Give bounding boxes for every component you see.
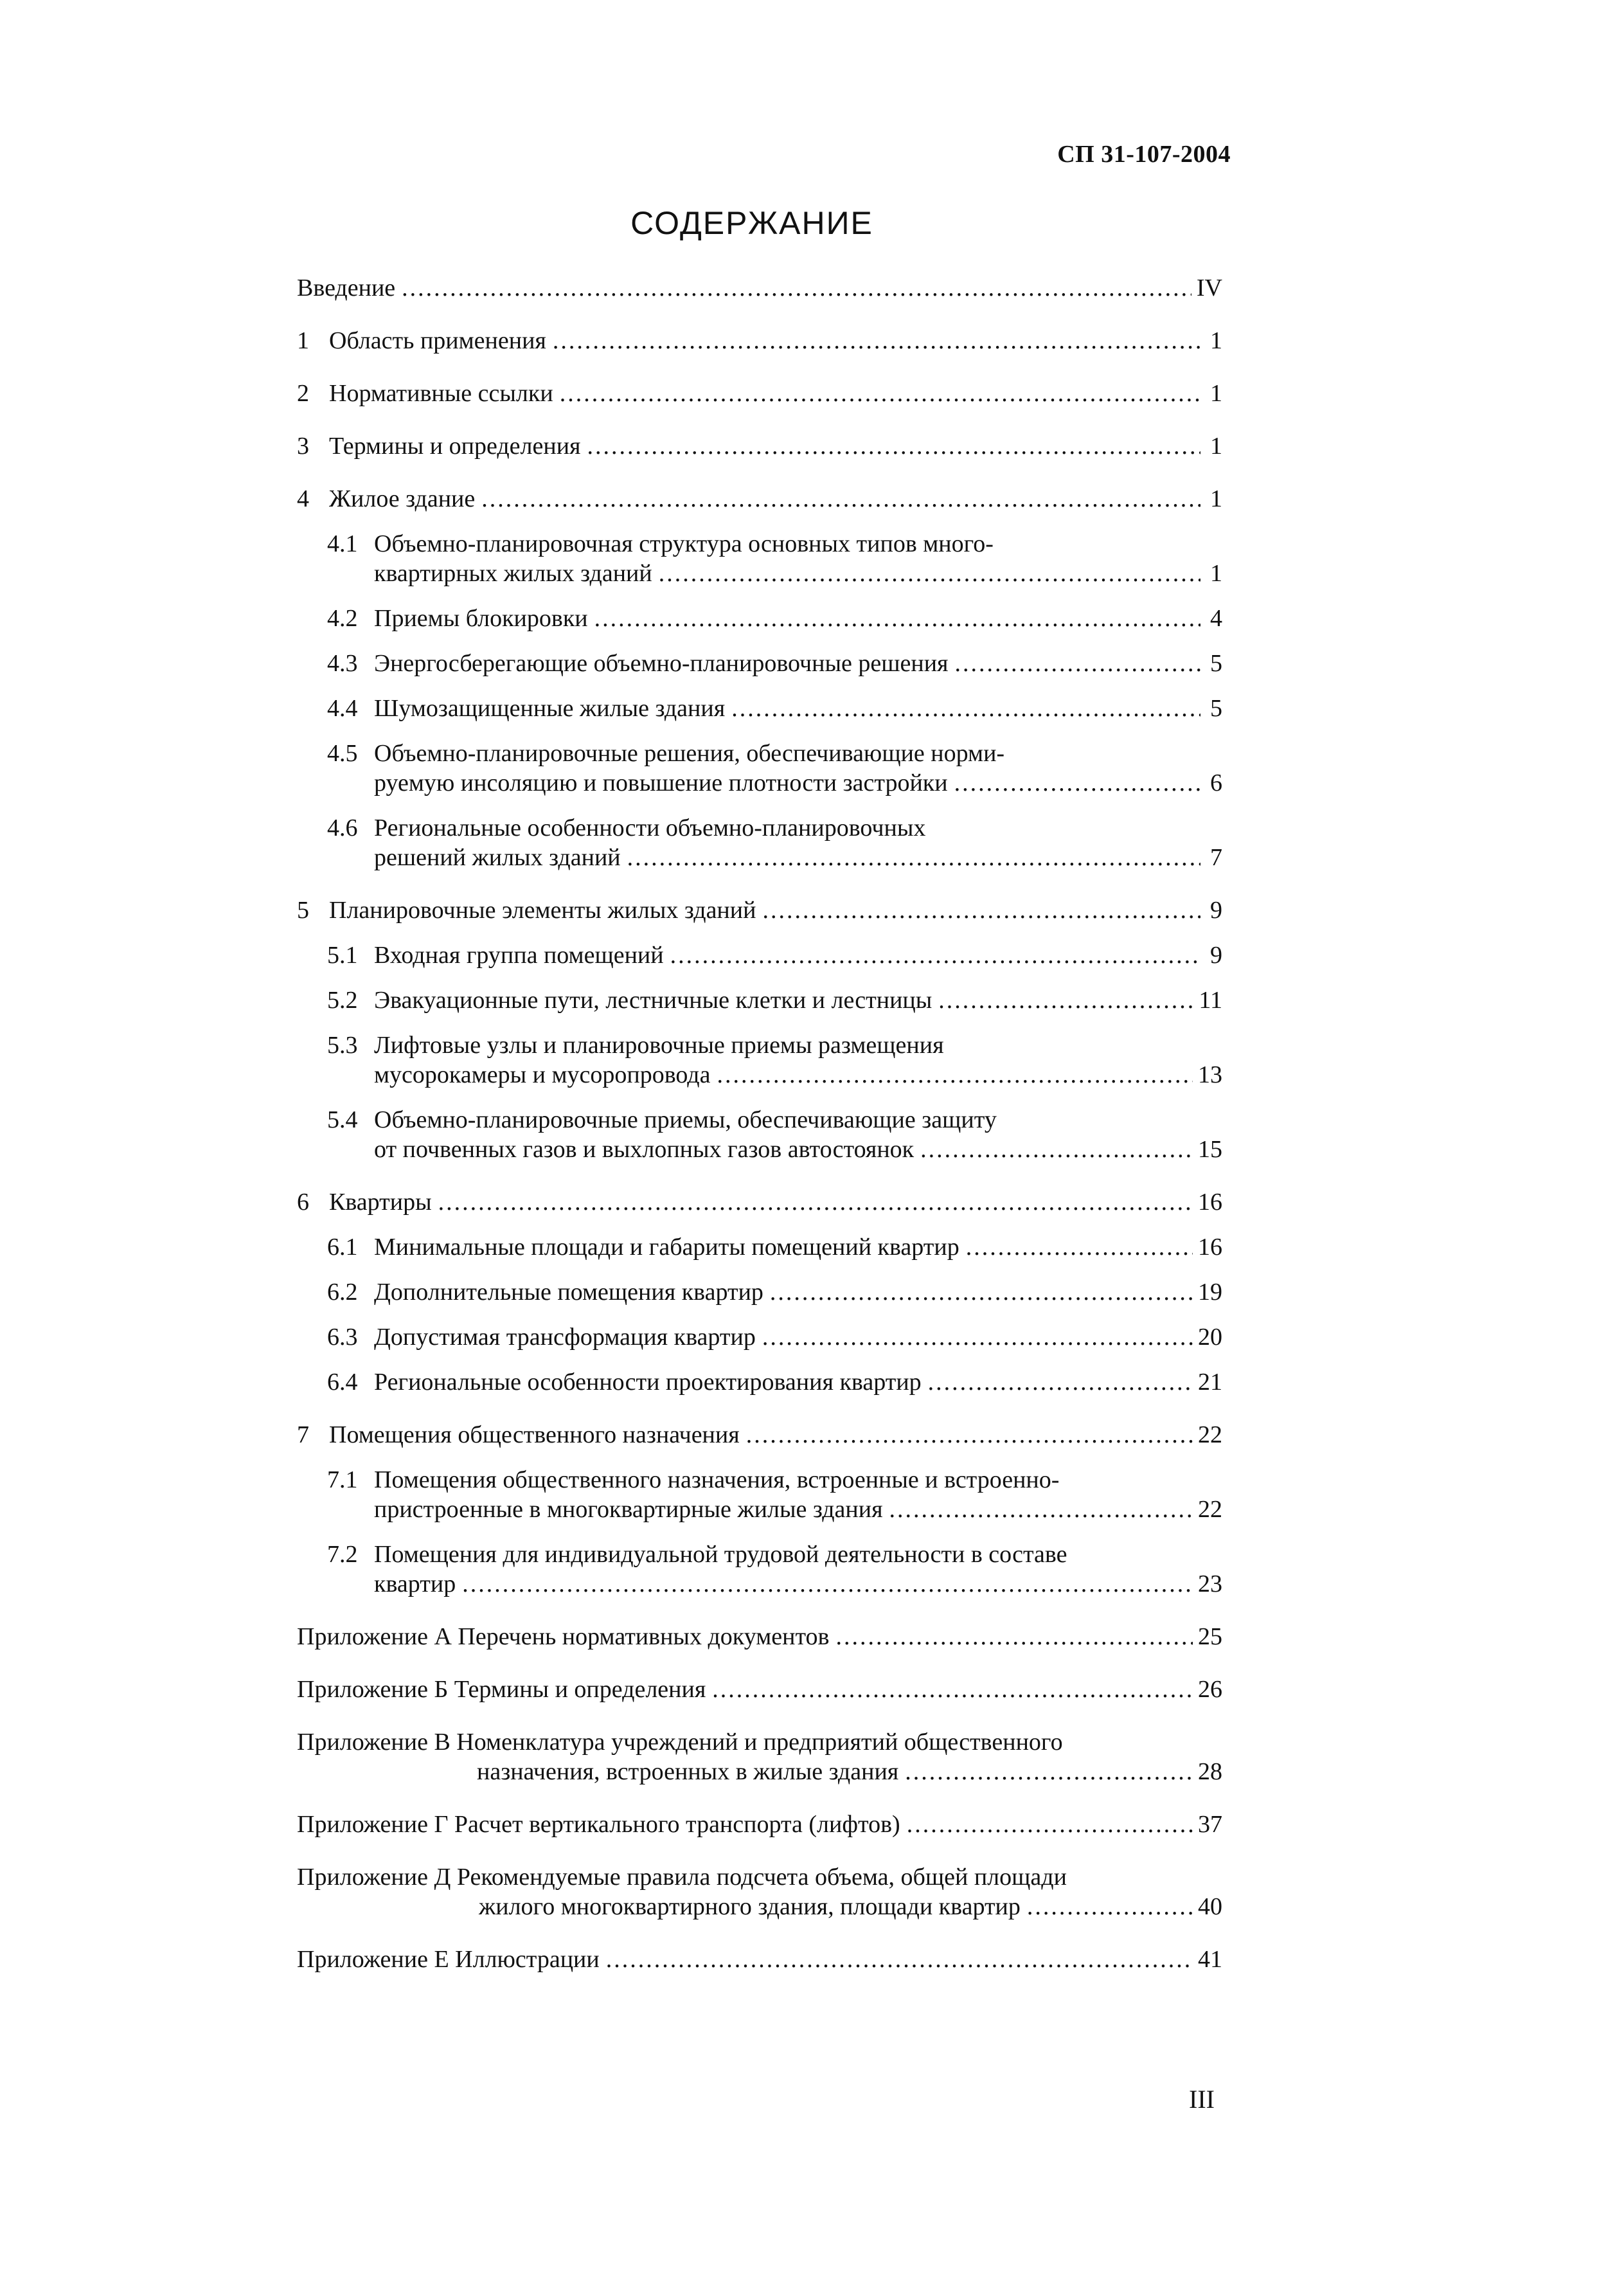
dot-leader xyxy=(659,559,1200,588)
toc-entry-text: Региональные особенности проектирования квартир xyxy=(374,1369,922,1396)
toc-entry-section-5-2[interactable] xyxy=(297,985,1222,1015)
toc-entry-text: Помещения для индивидуальной трудовой деятельности в составе xyxy=(374,1541,1067,1568)
toc-entry-text-continued: жилого многоквартирного здания, площади квартир xyxy=(479,1893,1021,1920)
toc-entry-section-7-1[interactable] xyxy=(297,1465,1222,1524)
dot-leader xyxy=(928,1367,1193,1397)
toc-entry-text: Приложение А Перечень нормативных документов xyxy=(297,1623,830,1650)
toc-section-number: 4.3 xyxy=(327,650,358,677)
toc-entry-text: Область применения xyxy=(329,327,546,354)
toc-entry-text: Входная группа помещений xyxy=(374,942,664,969)
toc-section-number: 7.1 xyxy=(327,1466,358,1493)
dot-leader xyxy=(462,1569,1193,1599)
toc-section-number: 5.4 xyxy=(327,1106,358,1133)
dot-leader xyxy=(762,895,1200,925)
toc-entry-section-4-5[interactable] xyxy=(297,739,1222,798)
toc-page-number: 11 xyxy=(1199,987,1222,1014)
toc-page-number: IV xyxy=(1196,274,1222,301)
toc-section-number: 5.3 xyxy=(327,1032,358,1059)
toc-section-number: 5.2 xyxy=(327,987,358,1014)
toc-entry-section-4-2[interactable] xyxy=(297,604,1222,633)
toc-entry-text: Минимальные площади и габариты помещений квартир xyxy=(374,1234,959,1261)
toc-page-number: 37 xyxy=(1198,1811,1222,1838)
toc-page-number: 25 xyxy=(1198,1623,1222,1650)
dot-leader xyxy=(560,379,1200,408)
toc-page-number: 41 xyxy=(1198,1946,1222,1973)
toc-page-number: 16 xyxy=(1198,1234,1222,1261)
toc-section-number: 7.2 xyxy=(327,1541,358,1568)
toc-page-number: 1 xyxy=(1210,485,1222,512)
toc-section-number: 6.1 xyxy=(327,1234,358,1261)
toc-entry-text: Квартиры xyxy=(329,1189,432,1216)
toc-entry-text: Энергосберегающие объемно-планировочные решения xyxy=(374,650,949,677)
toc-entry-section-4-1[interactable] xyxy=(297,529,1222,588)
toc-entry-appendix-g[interactable] xyxy=(297,1810,1222,1839)
dot-leader xyxy=(670,940,1200,970)
toc-page-number: 1 xyxy=(1210,327,1222,354)
toc-entry-text: Объемно-планировочные приемы, обеспечивающие защиту xyxy=(374,1106,997,1133)
toc-entry-text: Введение xyxy=(297,274,396,301)
toc-section-number: 4.4 xyxy=(327,695,358,722)
dot-leader xyxy=(836,1622,1193,1651)
toc-entry-section-7-2[interactable] xyxy=(297,1540,1222,1599)
toc-section-number: 4.5 xyxy=(327,740,358,767)
toc-entry-text-continued: квартир xyxy=(374,1570,456,1597)
toc-page-number: 1 xyxy=(1210,380,1222,407)
toc-page-number: 1 xyxy=(1210,433,1222,460)
toc-entry-section-6-2[interactable] xyxy=(297,1277,1222,1307)
toc-entry-text: Допустимая трансформация квартир xyxy=(374,1324,756,1351)
toc-page-number: 23 xyxy=(1198,1570,1222,1597)
toc-page-number: 4 xyxy=(1210,605,1222,632)
toc-entry-text: Эвакуационные пути, лестничные клетки и лестницы xyxy=(374,987,932,1014)
toc-entry-text: Нормативные ссылки xyxy=(329,380,553,407)
dot-leader xyxy=(606,1945,1193,1974)
toc-page-number: 40 xyxy=(1198,1893,1222,1920)
toc-section-number: 4.2 xyxy=(327,605,358,632)
dot-leader xyxy=(627,843,1200,872)
table-of-contents xyxy=(297,273,1222,1974)
toc-entry-text: Приложение В Номенклатура учреждений и предприятий общественного xyxy=(297,1729,1063,1756)
page-number: III xyxy=(1189,2085,1215,2114)
dot-leader xyxy=(587,431,1200,461)
dot-leader xyxy=(938,985,1193,1015)
toc-page-number: 9 xyxy=(1210,897,1222,924)
toc-entry-text: Дополнительные помещения квартир xyxy=(374,1279,763,1306)
dot-leader xyxy=(966,1232,1193,1262)
dot-leader xyxy=(712,1675,1193,1704)
toc-section-number: 1 xyxy=(297,327,309,354)
toc-entry-text: Планировочные элементы жилых зданий xyxy=(329,897,756,924)
toc-entry-text: Лифтовые узлы и планировочные приемы размещения xyxy=(374,1032,944,1059)
dot-leader xyxy=(954,768,1200,798)
toc-entry-section-5-4[interactable] xyxy=(297,1105,1222,1164)
toc-entry-text: Термины и определения xyxy=(329,433,581,460)
toc-entry-section-6[interactable] xyxy=(297,1187,1222,1217)
toc-section-number: 7 xyxy=(297,1421,309,1448)
toc-entry-section-1[interactable] xyxy=(297,326,1222,355)
toc-section-number: 4.1 xyxy=(327,530,358,557)
toc-entry-text: Помещения общественного назначения, встроенные и встроенно- xyxy=(374,1466,1060,1493)
toc-entry-intro[interactable] xyxy=(297,273,1222,303)
toc-entry-text: Приемы блокировки xyxy=(374,605,588,632)
dot-leader xyxy=(920,1135,1193,1164)
document-code: СП 31-107-2004 xyxy=(1057,141,1231,168)
toc-page-number: 9 xyxy=(1210,942,1222,969)
toc-entry-section-4-3[interactable] xyxy=(297,649,1222,678)
toc-entry-text: Жилое здание xyxy=(329,485,476,512)
toc-entry-text-continued: мусорокамеры и мусоропровода xyxy=(374,1061,711,1088)
toc-page-number: 26 xyxy=(1198,1676,1222,1703)
toc-page-number: 21 xyxy=(1198,1369,1222,1396)
dot-leader xyxy=(889,1495,1193,1524)
toc-entry-text-continued: пристроенные в многоквартирные жилые здания xyxy=(374,1496,883,1523)
toc-entry-text: Приложение Д Рекомендуемые правила подсчета объема, общей площади xyxy=(297,1864,1067,1891)
toc-section-number: 4.6 xyxy=(327,814,358,841)
toc-page-number: 6 xyxy=(1210,769,1222,796)
toc-entry-text-continued: решений жилых зданий xyxy=(374,844,621,871)
toc-page-number: 28 xyxy=(1198,1758,1222,1785)
toc-entry-section-7[interactable] xyxy=(297,1420,1222,1450)
toc-page-number: 1 xyxy=(1210,560,1222,587)
toc-entry-section-2[interactable] xyxy=(297,379,1222,408)
toc-section-number: 6.2 xyxy=(327,1279,358,1306)
toc-section-number: 5 xyxy=(297,897,309,924)
dot-leader xyxy=(907,1810,1193,1839)
toc-entry-text: Помещения общественного назначения xyxy=(329,1421,740,1448)
toc-entry-text: Приложение Г Расчет вертикального транспорта (лифтов) xyxy=(297,1811,900,1838)
toc-entry-text: Приложение Е Иллюстрации xyxy=(297,1946,600,1973)
toc-entry-text-continued: от почвенных газов и выхлопных газов автостоянок xyxy=(374,1136,915,1163)
toc-page-number: 7 xyxy=(1210,844,1222,871)
toc-entry-text: Шумозащищенные жилые здания xyxy=(374,695,726,722)
dot-leader xyxy=(553,326,1200,355)
toc-entry-section-6-1[interactable] xyxy=(297,1232,1222,1262)
toc-entry-appendix-d[interactable] xyxy=(297,1862,1222,1921)
toc-entry-appendix-v[interactable] xyxy=(297,1727,1222,1786)
toc-entry-appendix-b[interactable] xyxy=(297,1675,1222,1704)
toc-section-number: 4 xyxy=(297,485,309,512)
dot-leader xyxy=(746,1420,1193,1450)
toc-page-number: 19 xyxy=(1198,1279,1222,1306)
toc-entry-section-4-4[interactable] xyxy=(297,694,1222,723)
toc-entry-section-6-3[interactable] xyxy=(297,1322,1222,1352)
dot-leader xyxy=(905,1757,1193,1786)
toc-entry-appendix-e[interactable] xyxy=(297,1945,1222,1974)
toc-entry-appendix-a[interactable] xyxy=(297,1622,1222,1651)
dot-leader xyxy=(770,1277,1193,1307)
toc-section-number: 6.4 xyxy=(327,1369,358,1396)
dot-leader xyxy=(481,484,1200,514)
page-title: СОДЕРЖАНИЕ xyxy=(630,205,873,241)
toc-section-number: 6.3 xyxy=(327,1324,358,1351)
toc-section-number: 6 xyxy=(297,1189,309,1216)
dot-leader xyxy=(402,273,1191,303)
toc-entry-text-continued: назначения, встроенных в жилые здания xyxy=(477,1758,899,1785)
toc-page-number: 22 xyxy=(1198,1496,1222,1523)
dot-leader xyxy=(594,604,1200,633)
toc-section-number: 2 xyxy=(297,380,309,407)
dot-leader xyxy=(1027,1892,1193,1921)
toc-entry-text: Объемно-планировочные решения, обеспечивающие норми- xyxy=(374,740,1005,767)
toc-page-number: 5 xyxy=(1210,650,1222,677)
toc-entry-section-5[interactable] xyxy=(297,895,1222,925)
toc-section-number: 3 xyxy=(297,433,309,460)
toc-page-number: 16 xyxy=(1198,1189,1222,1216)
toc-entry-text-continued: руемую инсоляцию и повышение плотности застройки xyxy=(374,769,948,796)
dot-leader xyxy=(731,694,1200,723)
toc-entry-section-4-6[interactable] xyxy=(297,813,1222,872)
dot-leader xyxy=(438,1187,1193,1217)
dot-leader xyxy=(717,1060,1193,1090)
toc-page-number: 15 xyxy=(1198,1136,1222,1163)
toc-page-number: 20 xyxy=(1198,1324,1222,1351)
toc-entry-text: Приложение Б Термины и определения xyxy=(297,1676,706,1703)
toc-entry-section-6-4[interactable] xyxy=(297,1367,1222,1397)
toc-entry-section-5-1[interactable] xyxy=(297,940,1222,970)
toc-entry-section-3[interactable] xyxy=(297,431,1222,461)
dot-leader xyxy=(762,1322,1193,1352)
toc-entry-text-continued: квартирных жилых зданий xyxy=(374,560,652,587)
toc-page-number: 5 xyxy=(1210,695,1222,722)
toc-section-number: 5.1 xyxy=(327,942,358,969)
toc-entry-text: Региональные особенности объемно-планировочных xyxy=(374,814,926,841)
toc-entry-text: Объемно-планировочная структура основных типов много- xyxy=(374,530,994,557)
toc-page-number: 13 xyxy=(1198,1061,1222,1088)
toc-entry-section-4[interactable] xyxy=(297,484,1222,514)
dot-leader xyxy=(955,649,1200,678)
toc-page-number: 22 xyxy=(1198,1421,1222,1448)
toc-entry-section-5-3[interactable] xyxy=(297,1030,1222,1090)
